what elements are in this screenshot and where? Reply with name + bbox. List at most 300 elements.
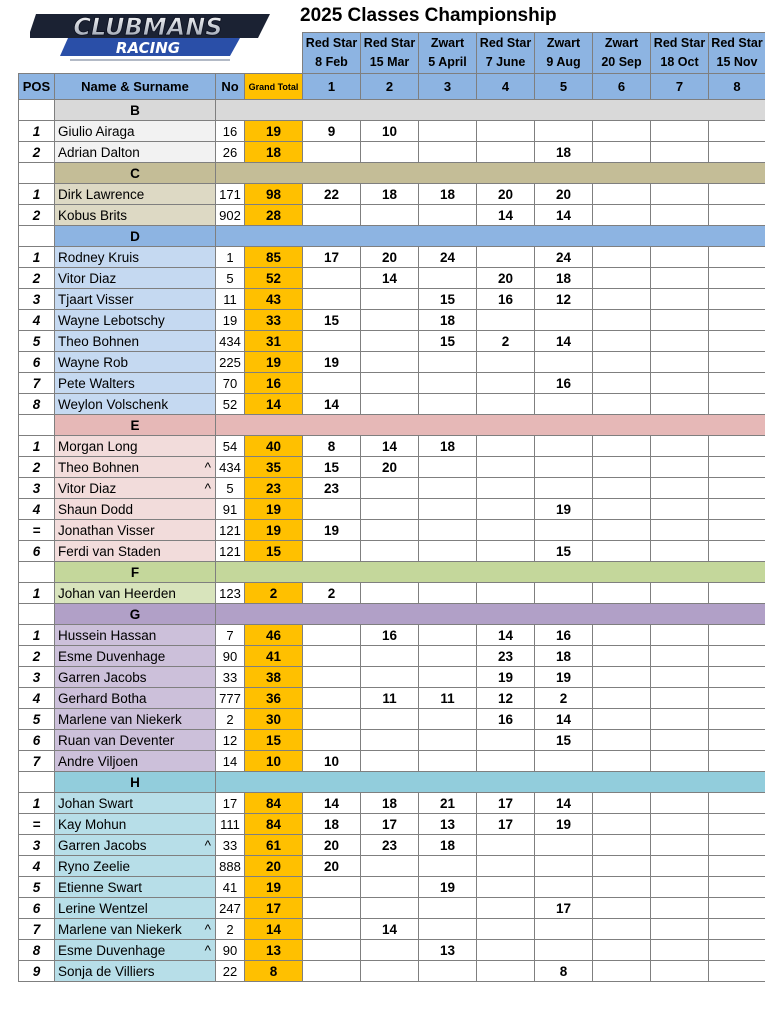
driver-name-cell [55, 751, 216, 772]
round-result-cell [419, 499, 477, 520]
car-number-cell: 12 [216, 730, 245, 751]
round-result-cell [651, 583, 709, 604]
event-venue: Red Star [305, 36, 358, 50]
round-result-cell [593, 142, 651, 163]
grand-total-cell: 33 [245, 310, 303, 331]
position-cell: 6 [19, 730, 55, 751]
svg-text:CLUBMANS: CLUBMANS [73, 13, 223, 41]
round-result-cell: 16 [535, 373, 593, 394]
event-date: 5 April [428, 55, 467, 69]
round-result-cell: 16 [477, 709, 535, 730]
round-result-cell [651, 541, 709, 562]
round-result-cell [709, 835, 765, 856]
position-cell: 7 [19, 919, 55, 940]
grand-total-cell: 15 [245, 730, 303, 751]
round-result-cell: 9 [303, 121, 361, 142]
table-row [19, 352, 765, 373]
round-result-cell: 11 [361, 688, 419, 709]
round-result-cell [593, 625, 651, 646]
round-result-cell [651, 352, 709, 373]
class-band [216, 604, 765, 625]
round-result-cell [477, 310, 535, 331]
round-result-cell [651, 793, 709, 814]
round-result-cell [651, 331, 709, 352]
round-result-cell: 18 [535, 142, 593, 163]
round-result-cell [303, 205, 361, 226]
table-row [19, 646, 765, 667]
round-result-cell [651, 310, 709, 331]
driver-name: Johan Swart [58, 795, 134, 811]
grand-total-cell: 14 [245, 919, 303, 940]
round-result-cell [593, 394, 651, 415]
round-result-cell [651, 625, 709, 646]
round-result-cell [709, 247, 765, 268]
round-result-cell: 17 [477, 793, 535, 814]
round-result-cell [419, 919, 477, 940]
driver-name: Theo Bohnen [58, 333, 140, 349]
round-result-cell [709, 667, 765, 688]
round-result-cell [651, 247, 709, 268]
position-cell: 7 [19, 751, 55, 772]
driver-name: Garren Jacobs [58, 837, 147, 853]
round-result-cell: 10 [303, 751, 361, 772]
driver-name-cell [55, 247, 216, 268]
round-result-cell [535, 310, 593, 331]
round-result-cell [709, 856, 765, 877]
round-result-cell: 16 [477, 289, 535, 310]
round-result-cell: 16 [361, 625, 419, 646]
grand-total-header: Grand Total [245, 74, 303, 100]
table-row [19, 709, 765, 730]
round-result-cell: 10 [361, 121, 419, 142]
round-result-cell [535, 121, 593, 142]
event-date: 8 Feb [315, 55, 348, 69]
table-row [19, 247, 765, 268]
driver-name-cell [55, 436, 216, 457]
round-result-cell [593, 898, 651, 919]
car-number-cell: 5 [216, 268, 245, 289]
table-row [19, 751, 765, 772]
table-row [19, 457, 765, 478]
car-number-cell: 70 [216, 373, 245, 394]
round-result-cell [303, 646, 361, 667]
round-result-cell [361, 142, 419, 163]
round-header: 1 [303, 74, 361, 100]
round-result-cell [535, 583, 593, 604]
class-band [216, 226, 765, 247]
driver-name: Andre Viljoen [58, 753, 139, 769]
class-pos-blank [19, 562, 55, 583]
round-result-cell [477, 583, 535, 604]
round-result-cell [593, 289, 651, 310]
grand-total-cell: 28 [245, 205, 303, 226]
round-result-cell [651, 520, 709, 541]
round-result-cell [419, 142, 477, 163]
round-result-cell [651, 499, 709, 520]
car-number-cell: 17 [216, 793, 245, 814]
round-result-cell: 12 [477, 688, 535, 709]
round-result-cell [651, 646, 709, 667]
round-result-cell [651, 121, 709, 142]
driver-name: Esme Duvenhage [58, 942, 166, 958]
table-row [19, 961, 765, 982]
round-header: 7 [651, 74, 709, 100]
column-header-row [19, 74, 765, 100]
round-result-cell [651, 205, 709, 226]
round-result-cell [593, 205, 651, 226]
grand-total-cell: 36 [245, 688, 303, 709]
driver-name: Morgan Long [58, 438, 138, 454]
round-result-cell [709, 289, 765, 310]
driver-name-cell [55, 583, 216, 604]
event-header [709, 33, 765, 74]
driver-name: Esme Duvenhage [58, 648, 166, 664]
driver-name-cell [55, 142, 216, 163]
round-result-cell: 18 [361, 184, 419, 205]
round-header: 4 [477, 74, 535, 100]
championship-table [18, 32, 765, 982]
class-header-row [19, 226, 765, 247]
table-row [19, 184, 765, 205]
round-result-cell [419, 541, 477, 562]
logo-area [19, 33, 303, 74]
round-result-cell: 14 [477, 205, 535, 226]
round-result-cell [593, 331, 651, 352]
car-number-cell: 22 [216, 961, 245, 982]
round-result-cell [593, 436, 651, 457]
position-cell: = [19, 814, 55, 835]
round-result-cell [651, 961, 709, 982]
position-cell: 3 [19, 835, 55, 856]
round-result-cell [477, 121, 535, 142]
driver-name-cell [55, 457, 216, 478]
position-cell: 2 [19, 646, 55, 667]
round-result-cell [709, 730, 765, 751]
position-cell: 4 [19, 856, 55, 877]
table-row [19, 688, 765, 709]
round-result-cell [709, 940, 765, 961]
round-result-cell [361, 541, 419, 562]
round-result-cell [361, 709, 419, 730]
driver-name: Weylon Volschenk [58, 396, 169, 412]
round-result-cell [361, 520, 419, 541]
round-result-cell: 19 [535, 814, 593, 835]
round-result-cell [477, 499, 535, 520]
round-result-cell [477, 373, 535, 394]
event-header [477, 33, 535, 74]
round-result-cell [419, 583, 477, 604]
driver-name-cell [55, 709, 216, 730]
round-result-cell [419, 457, 477, 478]
round-result-cell [593, 541, 651, 562]
round-result-cell [535, 478, 593, 499]
table-row [19, 394, 765, 415]
driver-name: Lerine Wentzel [58, 900, 148, 916]
driver-name: Pete Walters [58, 375, 135, 391]
grand-total-cell: 19 [245, 520, 303, 541]
round-result-cell [477, 247, 535, 268]
round-result-cell [535, 436, 593, 457]
grand-total-cell: 20 [245, 856, 303, 877]
event-date: 15 Nov [716, 55, 758, 69]
round-result-cell [709, 541, 765, 562]
round-result-cell [419, 121, 477, 142]
table-row [19, 478, 765, 499]
car-number-cell: 171 [216, 184, 245, 205]
class-header-row [19, 415, 765, 436]
round-result-cell [477, 898, 535, 919]
driver-name: Giulio Airaga [58, 123, 135, 139]
round-result-cell: 20 [303, 856, 361, 877]
driver-name: Adrian Dalton [58, 144, 140, 160]
round-result-cell: 14 [535, 709, 593, 730]
round-result-cell [651, 436, 709, 457]
round-result-cell: 14 [535, 331, 593, 352]
round-result-cell: 14 [361, 919, 419, 940]
table-row [19, 835, 765, 856]
class-pos-blank [19, 604, 55, 625]
car-number-cell: 91 [216, 499, 245, 520]
driver-name-cell [55, 961, 216, 982]
round-result-cell [303, 289, 361, 310]
round-result-cell [593, 310, 651, 331]
round-result-cell: 13 [419, 814, 477, 835]
round-result-cell [593, 877, 651, 898]
event-venue: Red Star [479, 36, 532, 50]
position-cell: 4 [19, 310, 55, 331]
round-result-cell [361, 205, 419, 226]
class-label: G [55, 604, 216, 625]
round-result-cell: 18 [361, 793, 419, 814]
round-result-cell [361, 856, 419, 877]
round-result-cell [651, 877, 709, 898]
table-row [19, 373, 765, 394]
position-cell: 1 [19, 247, 55, 268]
car-number-cell: 434 [216, 331, 245, 352]
driver-name: Dirk Lawrence [58, 186, 145, 202]
car-number-cell: 434 [216, 457, 245, 478]
driver-name: Johan van Heerden [58, 585, 176, 601]
driver-name: Vitor Diaz [58, 480, 117, 496]
grand-total-cell: 35 [245, 457, 303, 478]
round-header: 5 [535, 74, 593, 100]
round-result-cell: 20 [535, 184, 593, 205]
round-result-cell: 15 [419, 331, 477, 352]
round-result-cell [361, 394, 419, 415]
position-cell: 4 [19, 499, 55, 520]
position-cell: 5 [19, 709, 55, 730]
table-row [19, 919, 765, 940]
round-header: 2 [361, 74, 419, 100]
event-header-row [19, 33, 765, 74]
driver-name-cell [55, 898, 216, 919]
round-result-cell [535, 352, 593, 373]
event-header [419, 33, 477, 74]
driver-name-cell [55, 856, 216, 877]
class-label: H [55, 772, 216, 793]
class-pos-blank [19, 415, 55, 436]
round-result-cell [593, 940, 651, 961]
round-result-cell [651, 184, 709, 205]
name-header: Name & Surname [55, 74, 216, 100]
event-header [651, 33, 709, 74]
round-result-cell [477, 751, 535, 772]
class-header-row [19, 772, 765, 793]
round-result-cell [303, 142, 361, 163]
car-number-cell: 111 [216, 814, 245, 835]
round-result-cell [593, 352, 651, 373]
event-venue: Zwart [604, 36, 639, 50]
round-result-cell: 14 [361, 268, 419, 289]
caret-marker: ^ [204, 837, 211, 853]
position-cell: 1 [19, 793, 55, 814]
driver-name: Marlene van Niekerk [58, 921, 182, 937]
car-number-cell: 90 [216, 940, 245, 961]
car-number-cell: 121 [216, 541, 245, 562]
grand-total-cell: 19 [245, 499, 303, 520]
car-number-cell: 41 [216, 877, 245, 898]
class-header-row [19, 163, 765, 184]
round-result-cell [419, 646, 477, 667]
car-number-cell: 7 [216, 625, 245, 646]
round-result-cell [419, 394, 477, 415]
round-result-cell [419, 268, 477, 289]
driver-name-cell [55, 919, 216, 940]
round-result-cell [477, 478, 535, 499]
round-result-cell [593, 646, 651, 667]
driver-name-cell [55, 331, 216, 352]
driver-name-cell [55, 520, 216, 541]
table-row [19, 289, 765, 310]
driver-name-cell [55, 835, 216, 856]
round-result-cell: 14 [303, 394, 361, 415]
round-result-cell: 19 [535, 499, 593, 520]
round-result-cell [535, 520, 593, 541]
driver-name-cell [55, 730, 216, 751]
round-result-cell: 17 [477, 814, 535, 835]
table-row [19, 541, 765, 562]
grand-total-cell: 38 [245, 667, 303, 688]
round-result-cell [477, 919, 535, 940]
round-result-cell [651, 814, 709, 835]
round-result-cell: 20 [361, 457, 419, 478]
round-result-cell [651, 289, 709, 310]
round-result-cell [477, 520, 535, 541]
grand-total-cell: 98 [245, 184, 303, 205]
round-result-cell [535, 940, 593, 961]
round-result-cell: 8 [535, 961, 593, 982]
driver-name: Ferdi van Staden [58, 543, 161, 559]
round-result-cell: 19 [477, 667, 535, 688]
car-number-cell: 1 [216, 247, 245, 268]
round-result-cell [303, 919, 361, 940]
round-result-cell [593, 247, 651, 268]
round-result-cell: 15 [303, 310, 361, 331]
round-result-cell [593, 121, 651, 142]
class-label: F [55, 562, 216, 583]
round-result-cell [593, 961, 651, 982]
round-result-cell [651, 856, 709, 877]
round-result-cell [709, 625, 765, 646]
event-header [303, 33, 361, 74]
driver-name-cell [55, 310, 216, 331]
round-result-cell [651, 142, 709, 163]
class-band [216, 100, 765, 121]
class-band [216, 163, 765, 184]
round-result-cell: 12 [535, 289, 593, 310]
round-result-cell [419, 898, 477, 919]
round-result-cell [419, 709, 477, 730]
round-result-cell [709, 373, 765, 394]
driver-name: Kobus Brits [58, 207, 128, 223]
car-number-cell: 247 [216, 898, 245, 919]
round-result-cell [361, 751, 419, 772]
driver-name: Ruan van Deventer [58, 732, 175, 748]
event-header [593, 33, 651, 74]
round-result-cell [361, 898, 419, 919]
position-cell: 2 [19, 268, 55, 289]
table-row [19, 625, 765, 646]
event-venue: Red Star [363, 36, 416, 50]
round-result-cell [361, 961, 419, 982]
driver-name: Vitor Diaz [58, 270, 117, 286]
round-result-cell: 16 [535, 625, 593, 646]
position-cell: 8 [19, 940, 55, 961]
round-result-cell: 18 [419, 436, 477, 457]
event-header [535, 33, 593, 74]
round-result-cell [477, 940, 535, 961]
round-result-cell: 2 [535, 688, 593, 709]
round-result-cell [535, 751, 593, 772]
round-result-cell: 19 [419, 877, 477, 898]
car-number-cell: 888 [216, 856, 245, 877]
driver-name: Marlene van Niekerk [58, 711, 182, 727]
round-result-cell [709, 919, 765, 940]
round-result-cell: 23 [361, 835, 419, 856]
position-cell: 1 [19, 583, 55, 604]
car-number-cell: 33 [216, 835, 245, 856]
car-number-cell: 777 [216, 688, 245, 709]
grand-total-cell: 61 [245, 835, 303, 856]
round-result-cell [303, 877, 361, 898]
round-result-cell [361, 583, 419, 604]
class-pos-blank [19, 100, 55, 121]
round-result-cell [361, 478, 419, 499]
driver-name-cell [55, 205, 216, 226]
round-result-cell: 11 [419, 688, 477, 709]
round-result-cell [709, 898, 765, 919]
round-result-cell: 15 [303, 457, 361, 478]
round-result-cell [593, 730, 651, 751]
round-result-cell [361, 289, 419, 310]
round-result-cell [709, 688, 765, 709]
table-row [19, 520, 765, 541]
class-pos-blank [19, 226, 55, 247]
round-header: 3 [419, 74, 477, 100]
car-number-cell: 54 [216, 436, 245, 457]
grand-total-cell: 19 [245, 352, 303, 373]
car-number-cell: 16 [216, 121, 245, 142]
driver-name-cell [55, 688, 216, 709]
round-result-cell: 14 [535, 793, 593, 814]
table-row [19, 898, 765, 919]
table-row [19, 793, 765, 814]
grand-total-cell: 8 [245, 961, 303, 982]
driver-name: Theo Bohnen [58, 459, 140, 475]
event-date: 7 June [485, 55, 526, 69]
table-row [19, 142, 765, 163]
round-result-cell [593, 814, 651, 835]
